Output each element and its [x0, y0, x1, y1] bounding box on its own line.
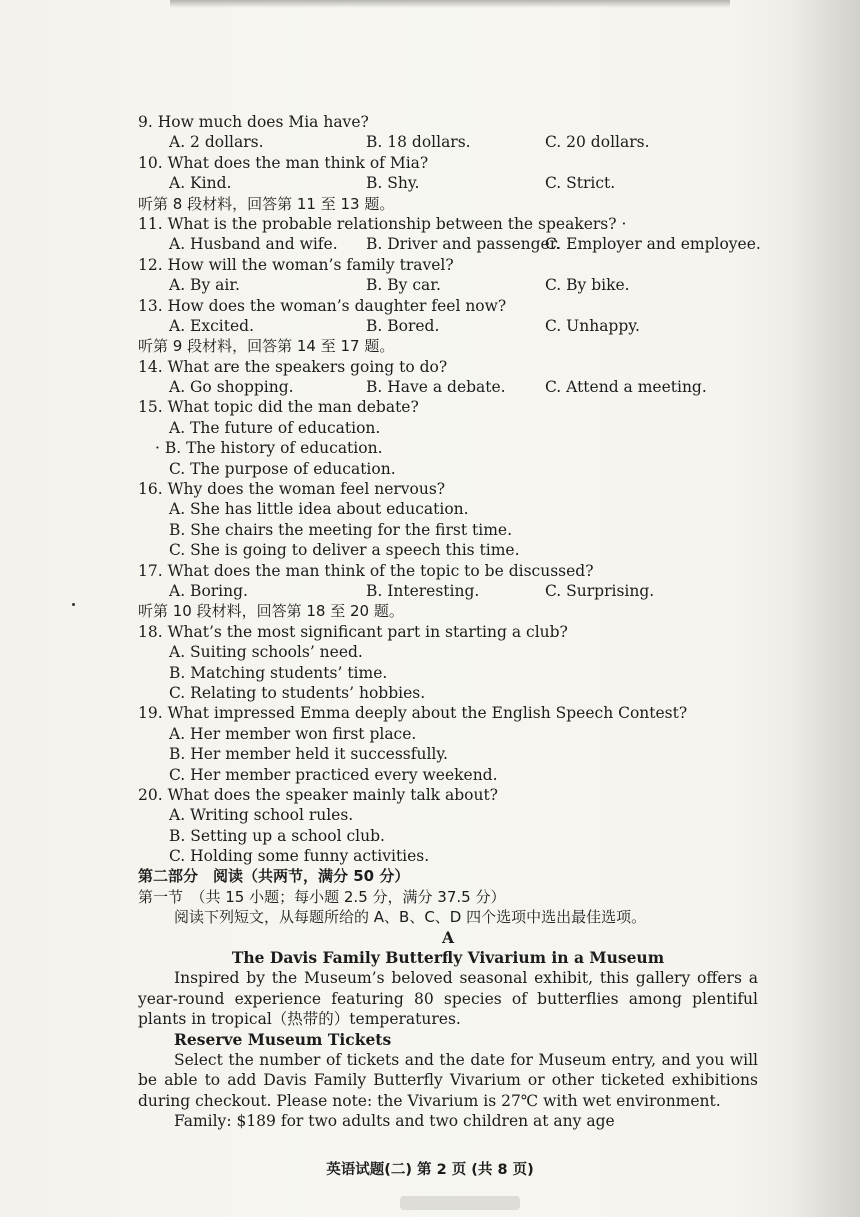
- question-stem: 10. What does the man think of Mia?: [138, 153, 429, 172]
- question-stem: 20. What does the speaker mainly talk about?: [138, 785, 498, 804]
- option-a: A. Suiting schools’ need.: [169, 643, 363, 662]
- option-row: [138, 132, 758, 152]
- option-b: B. Bored.: [366, 316, 440, 335]
- option-c: C. The purpose of education.: [169, 459, 396, 478]
- question-stem: 12. How will the woman’s family travel?: [138, 255, 454, 274]
- option-b: · B. The history of education.: [155, 439, 383, 458]
- option-a: A. 2 dollars.: [169, 133, 264, 152]
- question-stem: 17. What does the man think of the topic to be discussed?: [138, 561, 594, 580]
- option-a: A. Kind.: [169, 174, 232, 193]
- option-b: B. Her member held it successfully.: [169, 745, 448, 764]
- page-edge-shadow: [790, 0, 860, 1217]
- option-c: C. Unhappy.: [545, 316, 640, 335]
- stray-dot: [72, 603, 75, 606]
- option-a: A. She has little idea about education.: [169, 500, 469, 519]
- passage-paragraph: Inspired by the Museum’s beloved seasonal exhibit, this gallery offers a year-round experience featuring 80 species of butterflies among plentiful plants in tropical（热带的）temperatures.: [138, 969, 758, 1029]
- scan-smudge: [170, 0, 730, 8]
- option-row: [138, 316, 758, 336]
- option-b: B. By car.: [366, 276, 441, 295]
- option-b: B. Matching students’ time.: [169, 663, 388, 682]
- option-a: A. Boring.: [169, 581, 248, 600]
- passage-paragraph: Family: $189 for two adults and two children at any age: [174, 1112, 615, 1131]
- page-footer: 英语试题(二) 第 2 页 (共 8 页): [326, 1162, 534, 1178]
- option-row: [138, 377, 758, 397]
- option-a: A. Her member won first place.: [169, 724, 417, 743]
- option-c: C. Attend a meeting.: [545, 378, 707, 397]
- option-b: B. Have a debate.: [366, 378, 506, 397]
- option-c: C. Employer and employee.: [545, 235, 761, 254]
- passage-letter: A: [441, 927, 455, 947]
- option-row: [138, 234, 761, 254]
- option-c: C. Holding some funny activities.: [169, 847, 430, 866]
- option-c: C. Strict.: [545, 174, 616, 193]
- passage-subheading: Reserve Museum Tickets: [174, 1029, 392, 1049]
- section-heading: 听第 9 段材料，回答第 14 至 17 题。: [138, 337, 395, 356]
- option-row: [138, 275, 758, 295]
- option-c: C. 20 dollars.: [545, 133, 650, 152]
- option-a: A. Excited.: [169, 316, 254, 335]
- option-row: [138, 173, 758, 193]
- question-stem: 11. What is the probable relationship between the speakers? ·: [138, 214, 627, 233]
- option-b: B. Shy.: [366, 174, 420, 193]
- option-c: C. Surprising.: [545, 581, 655, 600]
- option-a: A. Husband and wife.: [169, 235, 338, 254]
- option-a: A. The future of education.: [169, 418, 381, 437]
- passage-paragraph: Select the number of tickets and the date for Museum entry, and you will be able to add Davis Family Butterfly Vivarium or other ticketed exhibitions during checkout. Please note: the Vivarium is 27℃ with wet environment.: [138, 1051, 758, 1110]
- question-stem: 13. How does the woman’s daughter feel now?: [138, 296, 507, 315]
- question-stem: 9. How much does Mia have?: [138, 113, 369, 131]
- question-stem: 19. What impressed Emma deeply about the English Speech Contest?: [138, 704, 688, 723]
- reading-instruction: 阅读下列短文，从每题所给的 A、B、C、D 四个选项中选出最佳选项。: [174, 908, 647, 927]
- option-a: A. Go shopping.: [169, 378, 294, 397]
- option-c: C. By bike.: [545, 276, 630, 295]
- section-heading: 听第 8 段材料，回答第 11 至 13 题。: [138, 194, 395, 213]
- part-heading: 第二部分 阅读（共两节，满分 50 分）: [138, 867, 410, 886]
- question-stem: 18. What’s the most significant part in starting a club?: [138, 622, 568, 641]
- option-c: C. Her member practiced every weekend.: [169, 765, 498, 784]
- option-b: B. 18 dollars.: [366, 133, 471, 152]
- section-heading: 听第 10 段材料，回答第 18 至 20 题。: [138, 602, 404, 621]
- option-b: B. Interesting.: [366, 581, 480, 600]
- passage-title: The Davis Family Butterfly Vivarium in a Museum: [231, 948, 665, 968]
- option-a: A. By air.: [169, 276, 240, 295]
- option-c: C. Relating to students’ hobbies.: [169, 683, 426, 702]
- question-stem: 14. What are the speakers going to do?: [138, 357, 448, 376]
- question-stem: 15. What topic did the man debate?: [138, 398, 419, 417]
- question-stem: 16. Why does the woman feel nervous?: [138, 480, 446, 499]
- exam-content: [138, 112, 761, 1132]
- scan-smudge: [400, 1196, 520, 1210]
- option-a: A. Writing school rules.: [169, 806, 354, 825]
- option-b: B. She chairs the meeting for the first time.: [169, 520, 513, 539]
- option-row: [138, 581, 758, 601]
- option-c: C. She is going to deliver a speech this time.: [169, 541, 520, 560]
- section-heading: 第一节 （共 15 小题；每小题 2.5 分，满分 37.5 分）: [138, 887, 506, 906]
- option-b: B. Driver and passenger.: [366, 235, 561, 254]
- option-b: B. Setting up a school club.: [169, 826, 385, 845]
